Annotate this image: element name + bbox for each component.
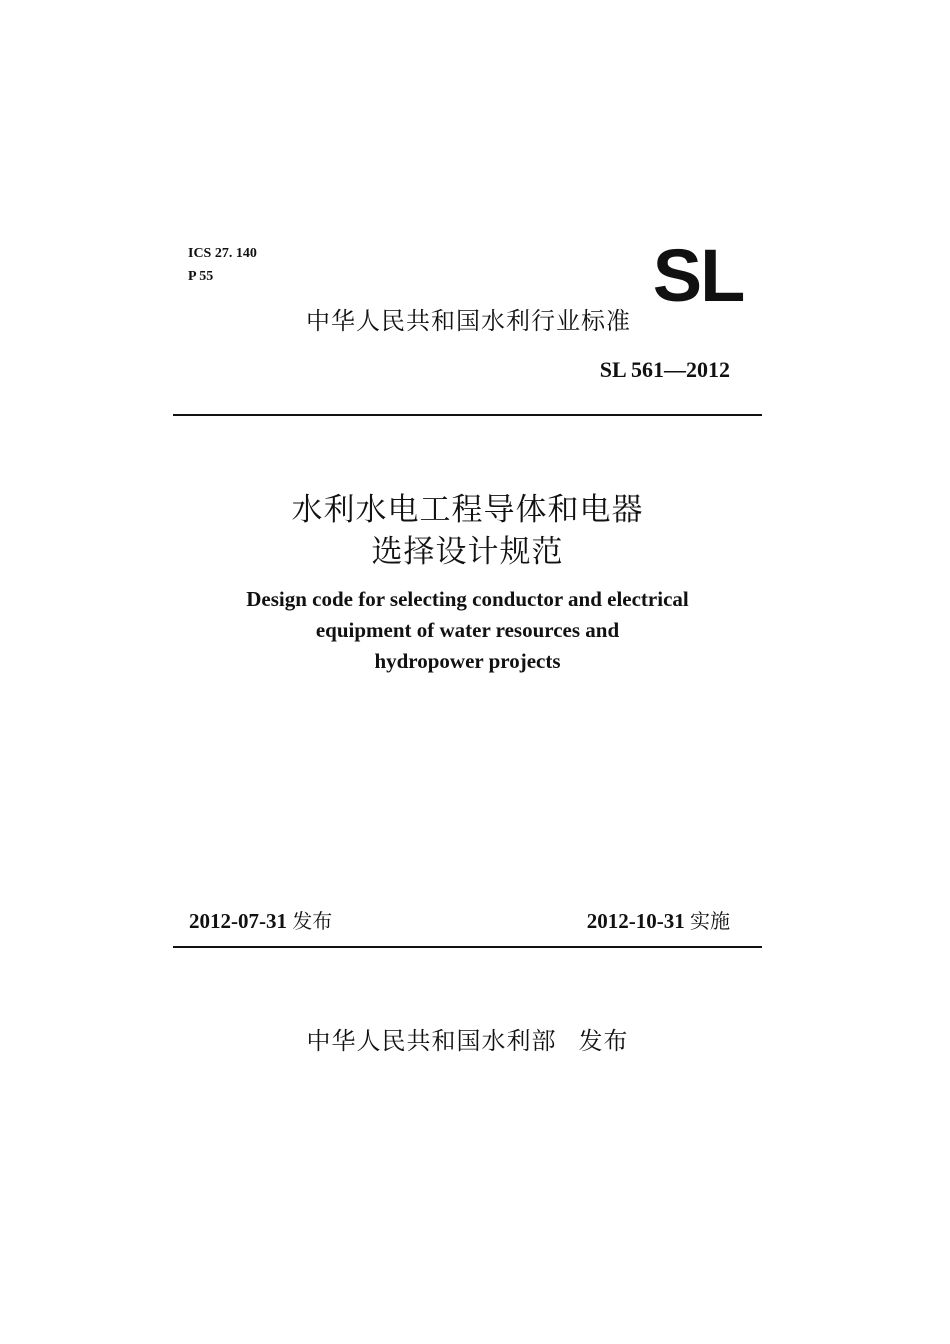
implementation-date xyxy=(587,907,730,935)
title-en-line-1: Design code for selecting conductor and electrical xyxy=(246,587,689,611)
implementation-date-label: 实施 xyxy=(690,909,730,933)
bottom-divider xyxy=(173,946,762,948)
standard-type: 中华人民共和国水利行业标准 xyxy=(306,307,631,335)
issue-date-label: 发布 xyxy=(292,909,333,933)
top-divider xyxy=(173,414,762,416)
title-en-line-2: equipment of water resources and xyxy=(315,618,620,642)
ccs-code: P 55 xyxy=(188,269,214,284)
title-cn-line-2: 选择设计规范 xyxy=(371,534,564,570)
title-en-line-3: hydropower projects xyxy=(374,649,561,673)
title-en xyxy=(173,584,762,677)
standard-number: SL 561—2012 xyxy=(599,357,730,382)
sl-logo xyxy=(646,244,750,306)
sl-logo-text: SL xyxy=(652,244,744,306)
title-cn-line-1: 水利水电工程导体和电器 xyxy=(291,492,644,528)
implementation-date-value: 2012-10-31 xyxy=(586,909,685,933)
issue-date xyxy=(189,907,332,935)
issue-date-value: 2012-07-31 xyxy=(189,909,287,933)
publisher-action: 发布 xyxy=(578,1027,629,1055)
publisher-name: 中华人民共和国水利部 xyxy=(306,1027,557,1055)
ics-code: ICS 27. 140 xyxy=(188,246,257,261)
publisher xyxy=(173,1024,762,1058)
